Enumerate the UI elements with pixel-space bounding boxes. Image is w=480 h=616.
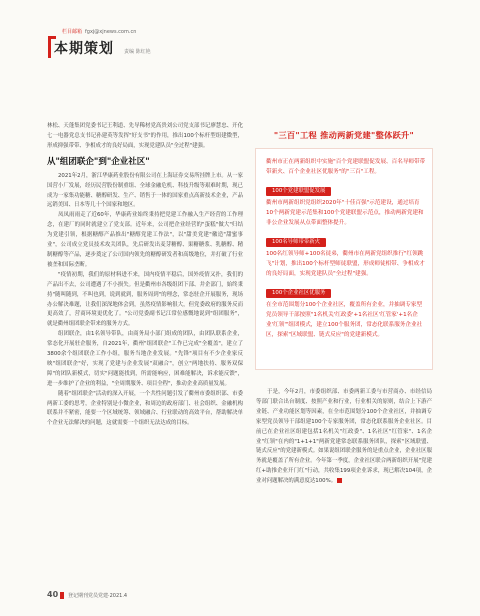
body-paragraph-text: 于是，今年2月，市委组织部、市委两新工委与市营商办、市经信局等部门联合出台制度、按照产业和行业，行业相关的原则，结合上下游产业链、产业功能区划等因素，在全市范围划分100个企业社区，并抽调专家型党员领导干部组建100个专家服务团，常态化联系服务企业社区。目前已在企业社区组建包括1名机关"红政委"、1名社区"红管家"、1名企业"红领"在内的"1+1+1"两新党建常态联系服务团队，探索"区域联盟、链式反应"的党建新模式。如果说组团联企服务的是重点企业，企业社区服务就是覆盖了所有企业。今年第一季度，企业社区联合两新组织开展"党建红+助推企业开门红"行动，共收集199项企业诉求，现已解决104项，企业对问题解决的满意度达100%。 <box>256 389 432 485</box>
body-paragraph: 2021年2月，浙江华康药业股份有限公司在上海证券交易所挂牌上市。从一家国营小厂发展，经历民营股份制重组、全球金融危机、科技升级等艰难时期，现已成为一家集功能糖、糖醇研发、生产、销售于一体的国家重点高新技术企业，产品远销美国、日本等几十个国家和地区。 <box>47 172 243 209</box>
sidebar-content <box>266 157 426 340</box>
sidebar-box <box>255 130 433 370</box>
sidebar-paragraph: 在全市范围划分100个企业社区，覆盖所有企业，并抽调专家型党员领导干部按照"1名机关'红政委'+1名社区'红管家'+1名企业'红领'"组团模式，建立100个服务团，常态化联系服务企业社区，探索"区域联盟、链式反应"的党建新模式。 <box>266 302 423 338</box>
sidebar-paragraph: 100名红领导师+100名徒弟，衢州市在两新党组织推行"红领跳飞"计划，推出100个标杆型师徒联盟，形成师徒相带、争相成才的良好局面，实现党建队员"全过程"建强。 <box>266 251 425 277</box>
body-paragraph: 林松、天蓬集团党委书记王利道、先导稀材党高贵刘公司党支部书记廖慧忠、开化七一电器党总支书记孙建英等发挥"好支书"的作用，推出100个标杆型组建微型，形成抑强带带、争相成才的良好局面，实现党建队员"全过程"建强。 <box>47 123 243 149</box>
sidebar-tag: 100个企业社区优服务 <box>266 289 331 298</box>
footer-accent-bar <box>60 592 64 599</box>
sidebar-lead: 衢州市正在两新组织中实施"百个党建联盟促发展、百名导师带带带新火、百个企业社区优服务"的"三百"工程。 <box>266 159 426 175</box>
left-column <box>47 122 243 429</box>
publication-info: 登记期刊党员党建·2021.4 <box>68 593 128 599</box>
column-email-line <box>62 28 136 35</box>
column-label: 栏目邮箱 <box>62 29 83 35</box>
body-paragraph: 组团联企，由1名领导带队，由商务局小部门组成的团队，由团队联系企业，常态化开展驻企服务，自2021年，衢州"组团联企"工作已完成"全覆盖"，建立了3800余个组团联企工作小组，服务当地企业发展。"先锋"项目有不少企业家反映"组团联企"好，实现了党建与企业发展"双融合"，创立"两地扶持、服务双保障"的团队新模式，切实"问题能找到，所需能响应，困难能解决，诉求能反馈"，进一步维护了企业的利益，"全周期服务、项目全程"，推动企业高质量发展。 <box>47 331 243 387</box>
sidebar-paragraph: 衢州市两新组织党组织2020年"十佳百强"示范建设，通过培育10个两新党建示范集和100个党建联盟示范点，推动两新党建和非公企业发展从点带面整体提升。 <box>266 200 424 226</box>
sidebar-panel <box>255 148 433 370</box>
column-email[interactable]: fgxj@xjnews.com.cn <box>85 29 137 35</box>
body-paragraph: "疫情初期，我们的原材料进不来，国内疫情平稳后，国外疫情又扑，我们的产品出不去，公司遭遇了不小损失。但是衢州市各级组团下部、井企部门，始终秉持"随叫随到，不叫也到，说到就到，服务周到"的理念，常态驻企开展服务，现场办公解决难题，让我们深深地体会到，虽然疫情影响很大，但党委政府的服务反而更高效了，营商环境更优化了。"公司党委副书记江常位感慨地说到"组团服务"，就是衢州组团联企带来的服务方式。 <box>47 271 243 328</box>
section-title: 本期策划 <box>54 41 114 57</box>
editor-credit: 责编 陈红艳 <box>124 49 151 55</box>
body-paragraph: 凤凤雨雨走了近60年，华康药业始终秉持把党建工作融入生产经营的工作理念，在建厂的同时就建立了党支部。近年来，公司把企业经营的"蛋糕"做大"归结为党建引领，根据糖醇产品推出"糖醇党建工作法"，以"甜美党建"徽造"甜蜜事业"，公司成立党员技术攻关团队，先后研发出麦芽糖醇、果糖糖浆、乳糖醇、精制糖醇等产品，逐步奠定了公司国内领先的糖醇研发者和高级地位，并打破了行业被垄和国际垄断。 <box>47 212 243 268</box>
sidebar-tag: 100个党建联盟促发展 <box>266 187 331 196</box>
sidebar-tag: 100名导师带带新火 <box>266 238 326 247</box>
sidebar-title: "三百"工程 推动两新党建"整体跃升" <box>273 130 415 140</box>
body-paragraph: 随着"组团联企"活动的深入开展，一个共性问题引发了衢州市委组织部、市委两新工委的思考，企业特别是小微企业，和周边的政府部门、社会组织、金融机构联系并不紧密，能要一个区域统筹、领域融合、行业联动的高效平台，帮助解决单个企业无法解决的问题，这就需要一个组织无法达成的目标。 <box>47 390 243 427</box>
page-number: 40 <box>47 590 59 599</box>
article-subheading: 从"组团联企"到"企业社区" <box>47 156 150 167</box>
body-paragraph <box>256 388 432 487</box>
end-of-article-icon <box>337 478 342 483</box>
right-column <box>256 388 432 487</box>
